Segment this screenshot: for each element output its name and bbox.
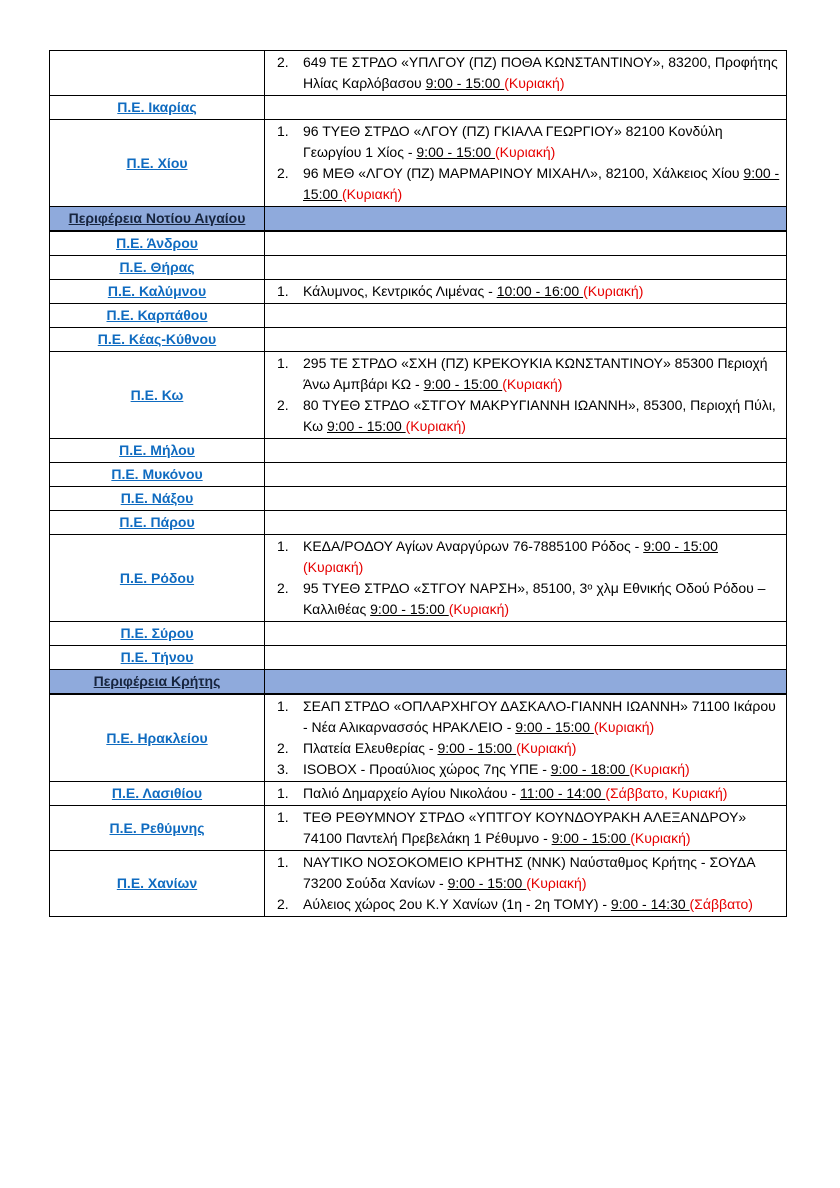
opening-hours: 9:00 - 14:30 [610,896,690,912]
region-link[interactable]: Π.Ε. Άνδρου [116,235,198,251]
locations-cell [265,622,787,646]
region-cell [50,120,265,207]
opening-hours: 9:00 - 15:00 [303,165,780,202]
location-description: ΝΑΥΤΙΚΟ ΝΟΣΟΚΟΜΕΙΟ ΚΡΗΤΗΣ (ΝΝΚ) Ναύσταθμος Κρήτης - ΣΟΥΔΑ 73200 Σούδα Χανίων - [303,854,755,891]
location-description: Παλιό Δημαρχείο Αγίου Νικολάου - [303,785,520,801]
region-cell [50,646,265,670]
table-row [50,352,787,439]
region-cell [50,511,265,535]
table-row [50,622,787,646]
section-header-label: Περιφέρεια Κρήτης [93,673,221,689]
location-item-number: 2. [277,580,289,596]
table-row [50,304,787,328]
location-item [277,783,780,804]
region-cell [50,694,265,782]
opening-hours: 9:00 - 15:00 [643,538,718,554]
location-item-number: 2. [277,397,289,413]
location-item-text [303,121,780,163]
location-description: ISOBOX - Προαύλιος χώρος 7ης ΥΠΕ - [303,761,551,777]
location-description: 95 ΤΥΕΘ ΣΤΡΔΟ «ΣΤΓΟΥ ΝΑΡΣΗ», 85100, 3ᵒ χλμ Εθνικής Οδού Ρόδου – Καλλιθέας [303,580,766,617]
section-header-cell [50,670,265,695]
location-item-text [303,807,780,849]
location-item [277,163,780,205]
location-item [277,807,780,849]
open-days: (Κυριακή) [583,283,644,299]
location-item-number: 1. [277,355,289,371]
location-item [277,578,780,620]
region-cell [50,304,265,328]
table-row [50,806,787,851]
region-link[interactable]: Π.Ε. Ρόδου [119,569,195,586]
locations-cell [265,851,787,917]
locations-cell [265,487,787,511]
opening-hours: 9:00 - 15:00 [551,830,631,846]
region-link[interactable]: Π.Ε. Ικαρίας [117,99,197,115]
location-item [277,52,780,94]
opening-hours: 9:00 - 15:00 [370,601,449,617]
section-row [50,670,787,695]
open-days: (Κυριακή) [405,418,466,434]
region-cell [50,256,265,280]
location-item-number: 1. [277,538,289,554]
location-item-number: 1. [277,698,289,714]
table-row [50,782,787,806]
location-description: Αύλειος χώρος 2ου Κ.Υ Χανίων (1η - 2η ΤΟΜΥ) - [303,896,611,912]
location-description: ΚΕΔΑ/ΡΟΔΟΥ Αγίων Αναργύρων 76-7885100 Ρόδος - [303,538,644,554]
open-days: (Κυριακή) [516,740,577,756]
region-cell [50,782,265,806]
open-days: (Κυριακή) [593,719,655,735]
table-row [50,280,787,304]
location-item [277,395,780,437]
location-item-text [303,759,780,780]
region-cell [50,328,265,352]
region-link[interactable]: Π.Ε. Σύρου [120,625,194,641]
table-row [50,328,787,352]
region-link[interactable]: Π.Ε. Μυκόνου [111,466,203,482]
location-description: 80 ΤΥΕΘ ΣΤΡΔΟ «ΣΤΓΟΥ ΜΑΚΡΥΓΙΑΝΝΗ ΙΩΑΝΝΗ», 85300, Περιοχή Πύλι, Κω [303,397,776,434]
open-days: (Σάββατο) [689,896,753,912]
open-days: (Κυριακή) [526,875,587,891]
section-header-label: Περιφέρεια Νοτίου Αιγαίου [68,210,246,226]
locations-cell [265,328,787,352]
location-description: 295 ΤΕ ΣΤΡΔΟ «ΣΧΗ (ΠΖ) ΚΡΕΚΟΥΚΙΑ ΚΩΝΣΤΑΝΤΙΝΟΥ» 85300 Περιοχή Άνω Αμπβάρι ΚΩ - [303,355,768,392]
locations-cell [265,463,787,487]
open-days: (Κυριακή) [303,559,364,575]
location-item-text [303,894,780,915]
location-description: Πλατεία Ελευθερίας - [303,740,438,756]
location-item-number: 2. [277,54,289,70]
location-item-text [303,783,780,804]
location-description: 96 ΜΕΘ «ΛΓΟΥ (ΠΖ) ΜΑΡΜΑΡΙΝΟΥ ΜΙΧΑΗΛ», 82100, Χάλκειος Χίου [303,165,744,181]
section-header-empty-cell [265,670,787,695]
location-item [277,759,780,780]
opening-hours: 9:00 - 15:00 [423,376,503,392]
opening-hours: 9:00 - 15:00 [447,875,527,891]
location-description: ΣΕΑΠ ΣΤΡΔΟ «ΟΠΛΑΡΧΗΓΟΥ ΔΑΣΚΑΛΟ-ΓΙΑΝΝΗ ΙΩΑΝΝΗ» 71100 Ικάρου - Νέα Αλικαρνασσός ΗΡΑΚΛΕΙΟ - [303,698,776,735]
open-days: (Σάββατο, Κυριακή) [605,785,728,801]
region-link[interactable]: Π.Ε. Πάρου [119,514,195,530]
locations-cell [265,535,787,622]
location-item [277,353,780,395]
table-row [50,256,787,280]
location-item-text [303,163,780,205]
table-row [50,51,787,96]
table-row [50,463,787,487]
locations-cell [265,646,787,670]
locations-cell [265,120,787,207]
vaccination-points-table [49,50,787,917]
location-item-number: 2. [277,740,289,756]
locations-cell [265,782,787,806]
region-cell [50,96,265,120]
location-description: Κάλυμνος, Κεντρικός Λιμένας - [303,283,497,299]
location-item-number: 1. [277,809,289,825]
region-link[interactable]: Π.Ε. Ηρακλείου [106,729,208,746]
locations-cell [265,51,787,96]
locations-cell [265,352,787,439]
location-item-number: 1. [277,785,289,801]
location-description: ΤΕΘ ΡΕΘΥΜΝΟΥ ΣΤΡΔΟ «ΥΠΤΓΟΥ ΚΟΥΝΔΟΥΡΑΚΗ ΑΛΕΞΑΝΔΡΟΥ» 74100 Παντελή Πρεβελάκη 1 Ρέθυμνο - [303,809,747,846]
opening-hours: 9:00 - 15:00 [416,144,496,160]
location-item-number: 1. [277,283,289,299]
location-item-number: 2. [277,896,289,912]
region-link[interactable]: Π.Ε. Κω [130,386,184,403]
location-item [277,536,780,578]
location-item-number: 1. [277,123,289,139]
table-row [50,120,787,207]
region-link[interactable]: Π.Ε. Καρπάθου [106,307,208,323]
section-header-cell [50,207,265,232]
location-item-text [303,52,780,94]
location-item [277,894,780,915]
location-description: 649 ΤΕ ΣΤΡΔΟ «ΥΠΛΓΟΥ (ΠΖ) ΠΟΘΑ ΚΩΝΣΤΑΝΤΙΝΟΥ», 83200, Προφήτης Ηλίας Καρλόβασου [303,54,778,91]
opening-hours: 9:00 - 15:00 [327,418,406,434]
region-link[interactable]: Π.Ε. Ρεθύμνης [109,819,205,836]
location-item [277,852,780,894]
table-row [50,511,787,535]
locations-cell [265,96,787,120]
location-item-number: 2. [277,165,289,181]
table-row [50,851,787,917]
region-cell [50,535,265,622]
locations-cell [265,806,787,851]
region-cell [50,231,265,256]
opening-hours: 9:00 - 15:00 [425,75,505,91]
region-cell [50,280,265,304]
open-days: (Κυριακή) [448,601,510,617]
region-link[interactable]: Π.Ε. Νάξου [120,490,194,506]
region-link[interactable]: Π.Ε. Κέας-Κύθνου [97,331,217,347]
region-cell [50,851,265,917]
location-item-text [303,536,780,578]
locations-cell [265,439,787,463]
region-cell [50,439,265,463]
location-item-text [303,696,780,738]
location-description: 96 ΤΥΕΘ ΣΤΡΔΟ «ΛΓΟΥ (ΠΖ) ΓΚΙΑΛΑ ΓΕΩΡΓΙΟΥ» 82100 Κονδύλη Γεωργίου 1 Χίος - [303,123,723,160]
table-row [50,487,787,511]
location-item-number: 1. [277,854,289,870]
location-item [277,281,780,302]
table-body [50,51,787,917]
opening-hours: 9:00 - 15:00 [515,719,594,735]
location-item-text [303,578,780,620]
open-days: (Κυριακή) [495,144,556,160]
table-row [50,694,787,782]
location-item-text [303,852,780,894]
open-days: (Κυριακή) [630,830,691,846]
table-row [50,439,787,463]
location-item-text [303,353,780,395]
locations-cell [265,280,787,304]
region-cell [50,487,265,511]
location-item-text [303,281,780,302]
locations-cell [265,231,787,256]
region-link[interactable]: Π.Ε. Χίου [126,154,188,171]
location-item-number: 3. [277,761,289,777]
location-item [277,738,780,759]
region-cell [50,463,265,487]
location-item [277,121,780,163]
locations-cell [265,511,787,535]
open-days: (Κυριακή) [504,75,565,91]
region-link[interactable]: Π.Ε. Θήρας [119,259,195,275]
region-link[interactable]: Π.Ε. Μήλου [119,442,195,458]
section-header-empty-cell [265,207,787,232]
table-row [50,96,787,120]
opening-hours: 11:00 - 14:00 [519,785,606,801]
table-row [50,646,787,670]
opening-hours: 9:00 - 18:00 [550,761,630,777]
opening-hours: 9:00 - 15:00 [437,740,517,756]
locations-cell [265,694,787,782]
region-cell [50,51,265,96]
open-days: (Κυριακή) [502,376,563,392]
location-item [277,696,780,738]
table-row [50,231,787,256]
region-link[interactable]: Π.Ε. Λασιθίου [111,785,203,801]
region-link[interactable]: Π.Ε. Χανίων [116,875,198,891]
opening-hours: 10:00 - 16:00 [496,283,584,299]
open-days: (Κυριακή) [629,761,690,777]
table-row [50,535,787,622]
section-row [50,207,787,232]
location-item-text [303,395,780,437]
region-cell [50,352,265,439]
region-link[interactable]: Π.Ε. Καλύμνου [107,283,207,299]
locations-cell [265,304,787,328]
region-cell [50,806,265,851]
locations-cell [265,256,787,280]
location-item-text [303,738,780,759]
open-days: (Κυριακή) [341,186,403,202]
region-cell [50,622,265,646]
region-link[interactable]: Π.Ε. Τήνου [120,649,194,665]
